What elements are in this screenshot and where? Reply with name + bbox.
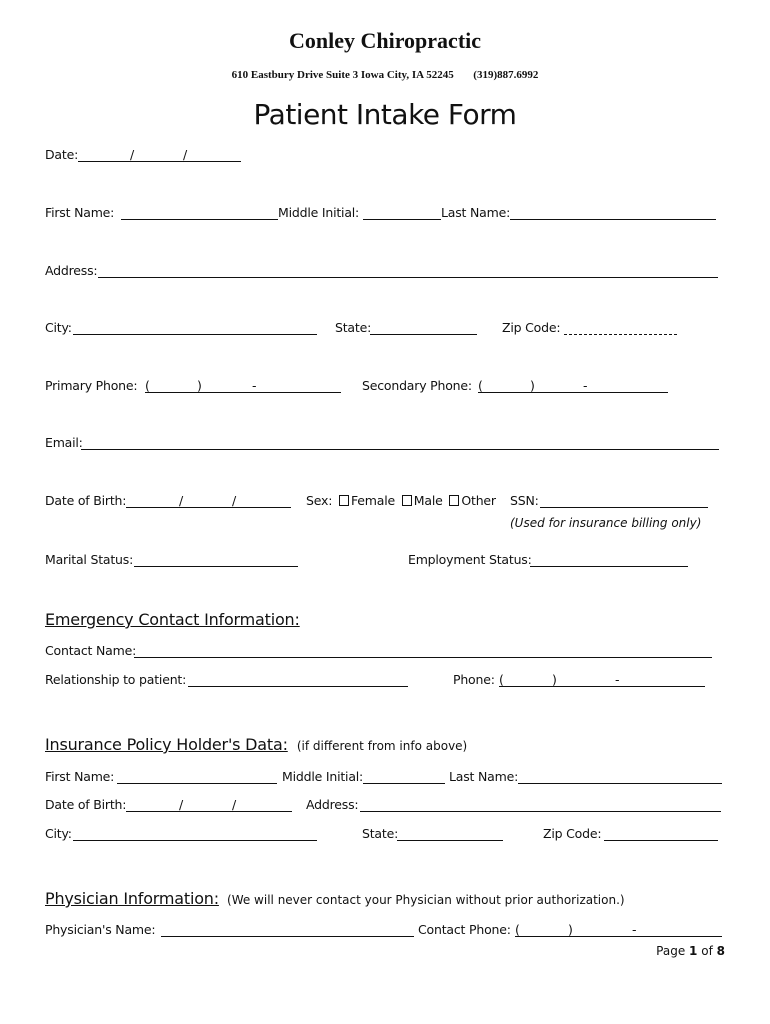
address-field[interactable] — [98, 277, 718, 278]
emergency-phone-dash: - — [615, 672, 620, 687]
page-total: 8 — [716, 944, 725, 958]
ins-middle-initial-field[interactable] — [363, 783, 445, 784]
ins-zip-label: Zip Code: — [543, 826, 602, 841]
physician-name-field[interactable] — [161, 936, 414, 937]
marital-status-label: Marital Status: — [45, 552, 134, 567]
physician-phone-dash: - — [632, 922, 637, 937]
ssn-field[interactable] — [540, 507, 708, 508]
sex-male-label: Male — [413, 493, 443, 508]
primary-phone-field[interactable] — [145, 392, 341, 393]
city-field[interactable] — [73, 334, 317, 335]
insurance-heading-row — [45, 735, 467, 754]
relationship-field[interactable] — [188, 686, 408, 687]
clinic-name: Conley Chiropractic — [288, 28, 482, 53]
clinic-address: 610 Eastbury Drive Suite 3 Iowa City, IA 52245 — [231, 69, 454, 81]
dob-field[interactable] — [126, 507, 291, 508]
ins-city-label: City: — [45, 826, 72, 841]
secondary-phone-open: ( — [478, 378, 483, 393]
contact-name-field[interactable] — [134, 657, 712, 658]
date-field[interactable] — [78, 161, 241, 162]
secondary-phone-field[interactable] — [478, 392, 668, 393]
secondary-phone-label: Secondary Phone: — [362, 378, 472, 393]
middle-initial-field[interactable] — [363, 219, 441, 220]
physician-note: (We will never contact your Physician without prior authorization.) — [227, 893, 625, 907]
secondary-phone-dash: - — [583, 378, 588, 393]
ssn-label: SSN: — [510, 493, 539, 508]
emergency-phone-field[interactable] — [499, 686, 705, 687]
physician-heading: Physician Information: — [45, 889, 219, 908]
sex-label: Sex: — [306, 493, 333, 508]
emergency-phone-open: ( — [499, 672, 504, 687]
primary-phone-label: Primary Phone: — [45, 378, 138, 393]
first-name-field[interactable] — [121, 219, 278, 220]
ins-first-name-label: First Name: — [45, 769, 115, 784]
primary-phone-open: ( — [145, 378, 150, 393]
date-label: Date: — [45, 147, 79, 162]
city-label: City: — [45, 320, 72, 335]
ins-middle-initial-label: Middle Initial: — [282, 769, 364, 784]
sex-group — [306, 493, 496, 508]
middle-initial-label: Middle Initial: — [278, 205, 360, 220]
contact-name-label: Contact Name: — [45, 643, 137, 658]
ins-zip-field[interactable] — [604, 840, 718, 841]
ins-state-field[interactable] — [397, 840, 503, 841]
physician-phone-close: ) — [568, 922, 573, 937]
address-label: Address: — [45, 263, 98, 278]
email-field[interactable] — [81, 449, 719, 450]
ins-address-label: Address: — [306, 797, 359, 812]
emergency-phone-label: Phone: — [453, 672, 495, 687]
page-word: Page — [656, 944, 686, 958]
date-slash-1: / — [130, 147, 135, 162]
dob-label: Date of Birth: — [45, 493, 127, 508]
zip-field[interactable] — [564, 334, 677, 335]
state-field[interactable] — [370, 334, 477, 335]
employment-status-field[interactable] — [530, 566, 688, 567]
clinic-phone: (319)887.6992 — [473, 69, 539, 81]
physician-name-label: Physician's Name: — [45, 922, 156, 937]
ins-dob-slash-1: / — [179, 797, 184, 812]
ins-state-label: State: — [362, 826, 399, 841]
sex-other-label: Other — [461, 493, 496, 508]
insurance-note: (if different from info above) — [296, 739, 468, 753]
emergency-heading: Emergency Contact Information: — [45, 610, 300, 629]
primary-phone-dash: - — [252, 378, 257, 393]
sex-female-checkbox[interactable] — [339, 495, 349, 506]
ins-last-name-field[interactable] — [518, 783, 722, 784]
physician-phone-open: ( — [515, 922, 520, 937]
physician-heading-row — [45, 889, 625, 908]
marital-status-field[interactable] — [134, 566, 298, 567]
ins-dob-slash-2: / — [232, 797, 237, 812]
ins-first-name-field[interactable] — [117, 783, 277, 784]
page-indicator — [656, 944, 725, 958]
last-name-label: Last Name: — [441, 205, 511, 220]
sex-other-checkbox[interactable] — [449, 495, 459, 506]
ins-address-field[interactable] — [360, 811, 721, 812]
sex-male-checkbox[interactable] — [402, 495, 412, 506]
insurance-heading: Insurance Policy Holder's Data: — [45, 735, 288, 754]
zip-label: Zip Code: — [502, 320, 561, 335]
physician-phone-label: Contact Phone: — [418, 922, 511, 937]
employment-status-label: Employment Status: — [408, 552, 532, 567]
date-slash-2: / — [183, 147, 188, 162]
ins-dob-field[interactable] — [126, 811, 292, 812]
page-of: of — [701, 944, 713, 958]
dob-slash-1: / — [179, 493, 184, 508]
last-name-field[interactable] — [510, 219, 716, 220]
secondary-phone-close: ) — [530, 378, 535, 393]
state-label: State: — [335, 320, 372, 335]
form-title: Patient Intake Form — [253, 98, 517, 131]
email-label: Email: — [45, 435, 83, 450]
ins-dob-label: Date of Birth: — [45, 797, 127, 812]
ssn-note: (Used for insurance billing only) — [510, 516, 702, 530]
emergency-phone-close: ) — [552, 672, 557, 687]
sex-female-label: Female — [351, 493, 395, 508]
physician-phone-field[interactable] — [515, 936, 722, 937]
clinic-address-line — [0, 69, 770, 81]
first-name-label: First Name: — [45, 205, 115, 220]
ins-city-field[interactable] — [73, 840, 317, 841]
relationship-label: Relationship to patient: — [45, 672, 187, 687]
dob-slash-2: / — [232, 493, 237, 508]
page-current: 1 — [689, 944, 698, 958]
primary-phone-close: ) — [197, 378, 202, 393]
ins-last-name-label: Last Name: — [449, 769, 519, 784]
